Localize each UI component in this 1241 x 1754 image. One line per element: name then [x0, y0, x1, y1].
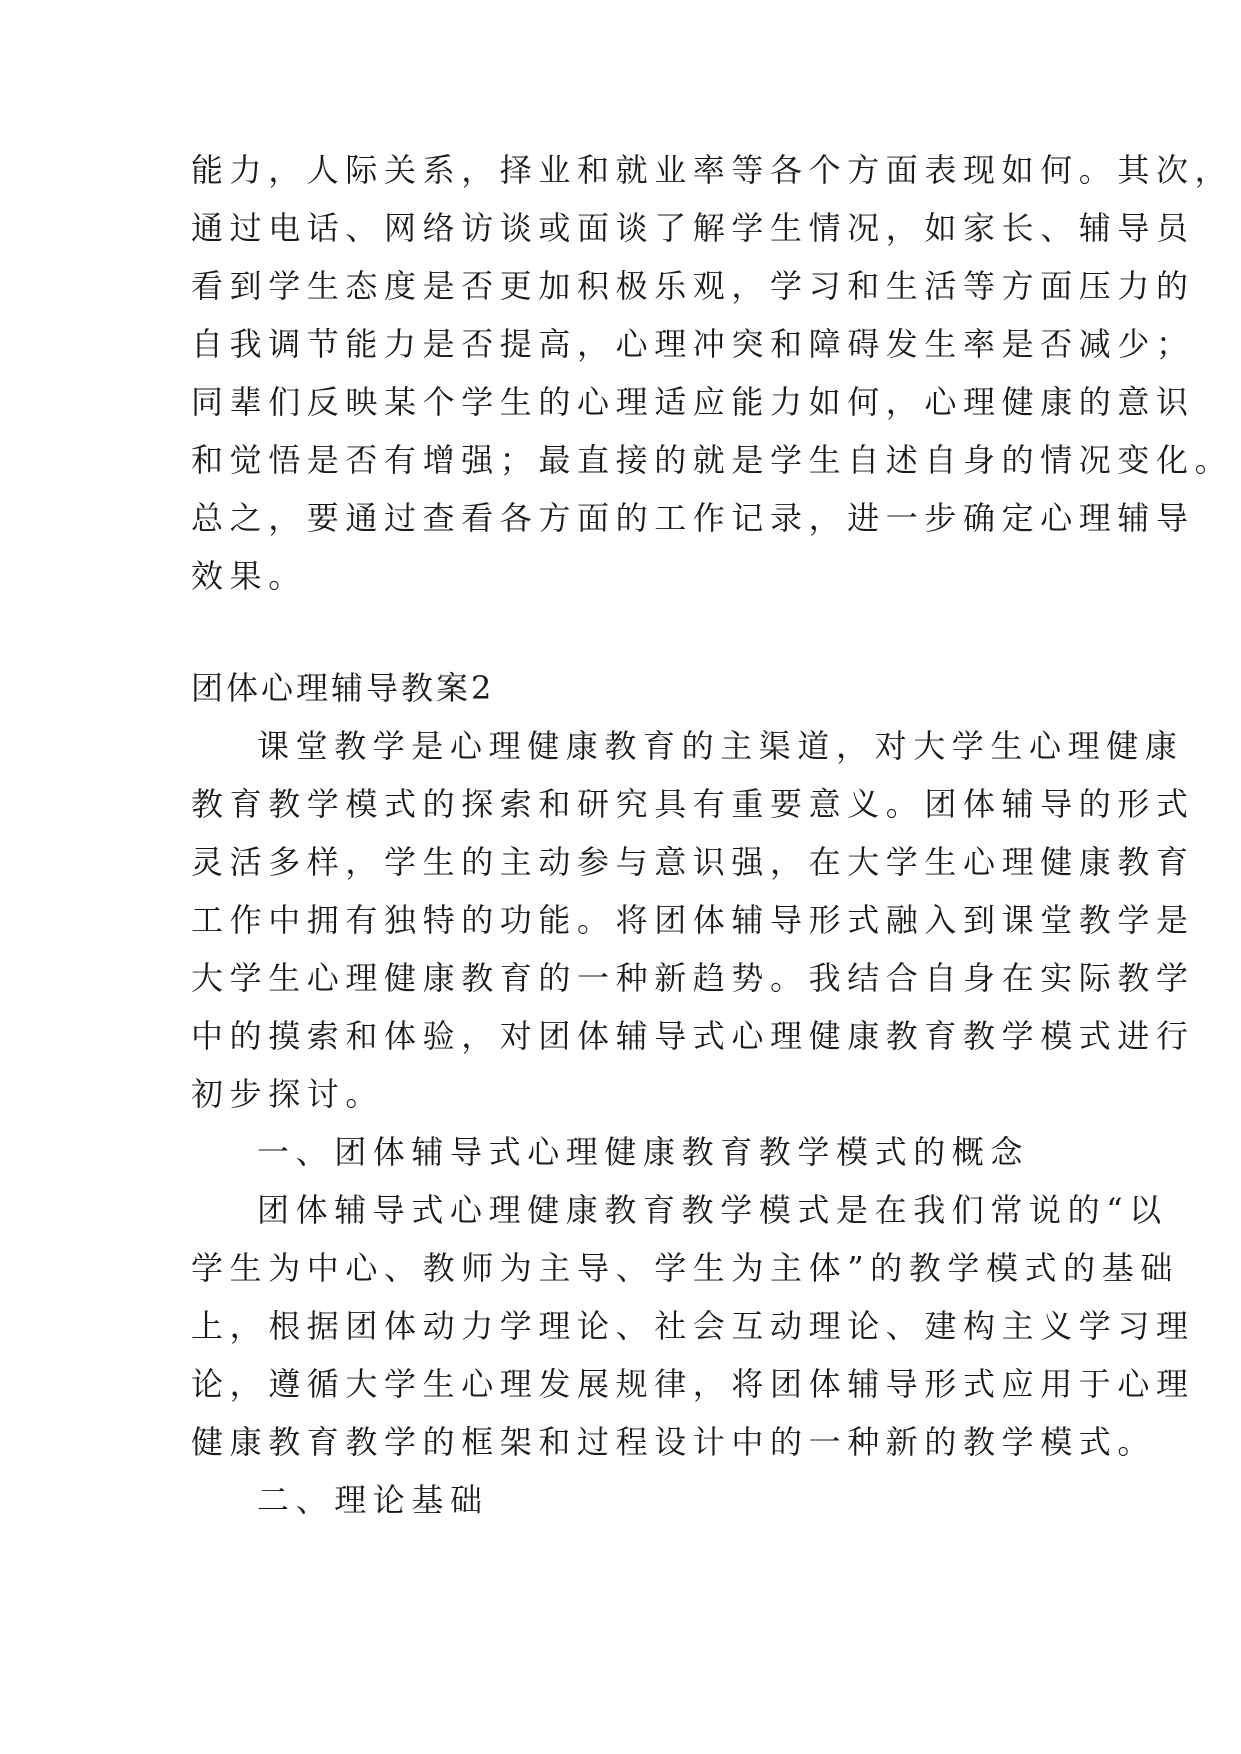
text-line: 和觉悟是否有增强；最直接的就是学生自述自身的情况变化。 [191, 441, 1234, 479]
text-line: 通过电话、网络访谈或面谈了解学生情况，如家长、辅导员 [191, 209, 1195, 247]
text-line: 课堂教学是心理健康教育的主渠道，对大学生心理健康 [257, 727, 1184, 765]
text-line: 教育教学模式的探索和研究具有重要意义。团体辅导的形式 [191, 785, 1195, 823]
text-line: 学生为中心、教师为主导、学生为主体”的教学模式的基础 [191, 1249, 1179, 1287]
subheading: 一、团体辅导式心理健康教育教学模式的概念 [257, 1133, 1030, 1171]
text-line: 上，根据团体动力学理论、社会互动理论、建构主义学习理 [191, 1307, 1195, 1345]
subheading: 二、理论基础 [257, 1481, 489, 1519]
text-line: 看到学生态度是否更加积极乐观，学习和生活等方面压力的 [191, 267, 1195, 305]
text-line: 总之，要通过查看各方面的工作记录，进一步确定心理辅导 [191, 499, 1195, 537]
text-line: 同辈们反映某个学生的心理适应能力如何，心理健康的意识 [191, 383, 1195, 421]
text-line: 大学生心理健康教育的一种新趋势。我结合自身在实际教学 [191, 959, 1195, 997]
section-title: 团体心理辅导教案2 [191, 669, 495, 707]
text-line: 初步探讨。 [191, 1075, 385, 1113]
text-line: 团体辅导式心理健康教育教学模式是在我们常说的“以 [257, 1191, 1168, 1229]
text-line: 健康教育教学的框架和过程设计中的一种新的教学模式。 [191, 1423, 1157, 1461]
text-line: 工作中拥有独特的功能。将团体辅导形式融入到课堂教学是 [191, 901, 1195, 939]
text-line: 灵活多样，学生的主动参与意识强，在大学生心理健康教育 [191, 843, 1195, 881]
text-line: 自我调节能力是否提高，心理冲突和障碍发生率是否减少； [191, 325, 1195, 363]
text-line: 中的摸索和体验，对团体辅导式心理健康教育教学模式进行 [191, 1017, 1195, 1055]
text-line: 论，遵循大学生心理发展规律，将团体辅导形式应用于心理 [191, 1365, 1195, 1403]
text-line: 效果。 [191, 557, 307, 595]
text-line: 能力，人际关系，择业和就业率等各个方面表现如何。其次， [191, 151, 1234, 189]
